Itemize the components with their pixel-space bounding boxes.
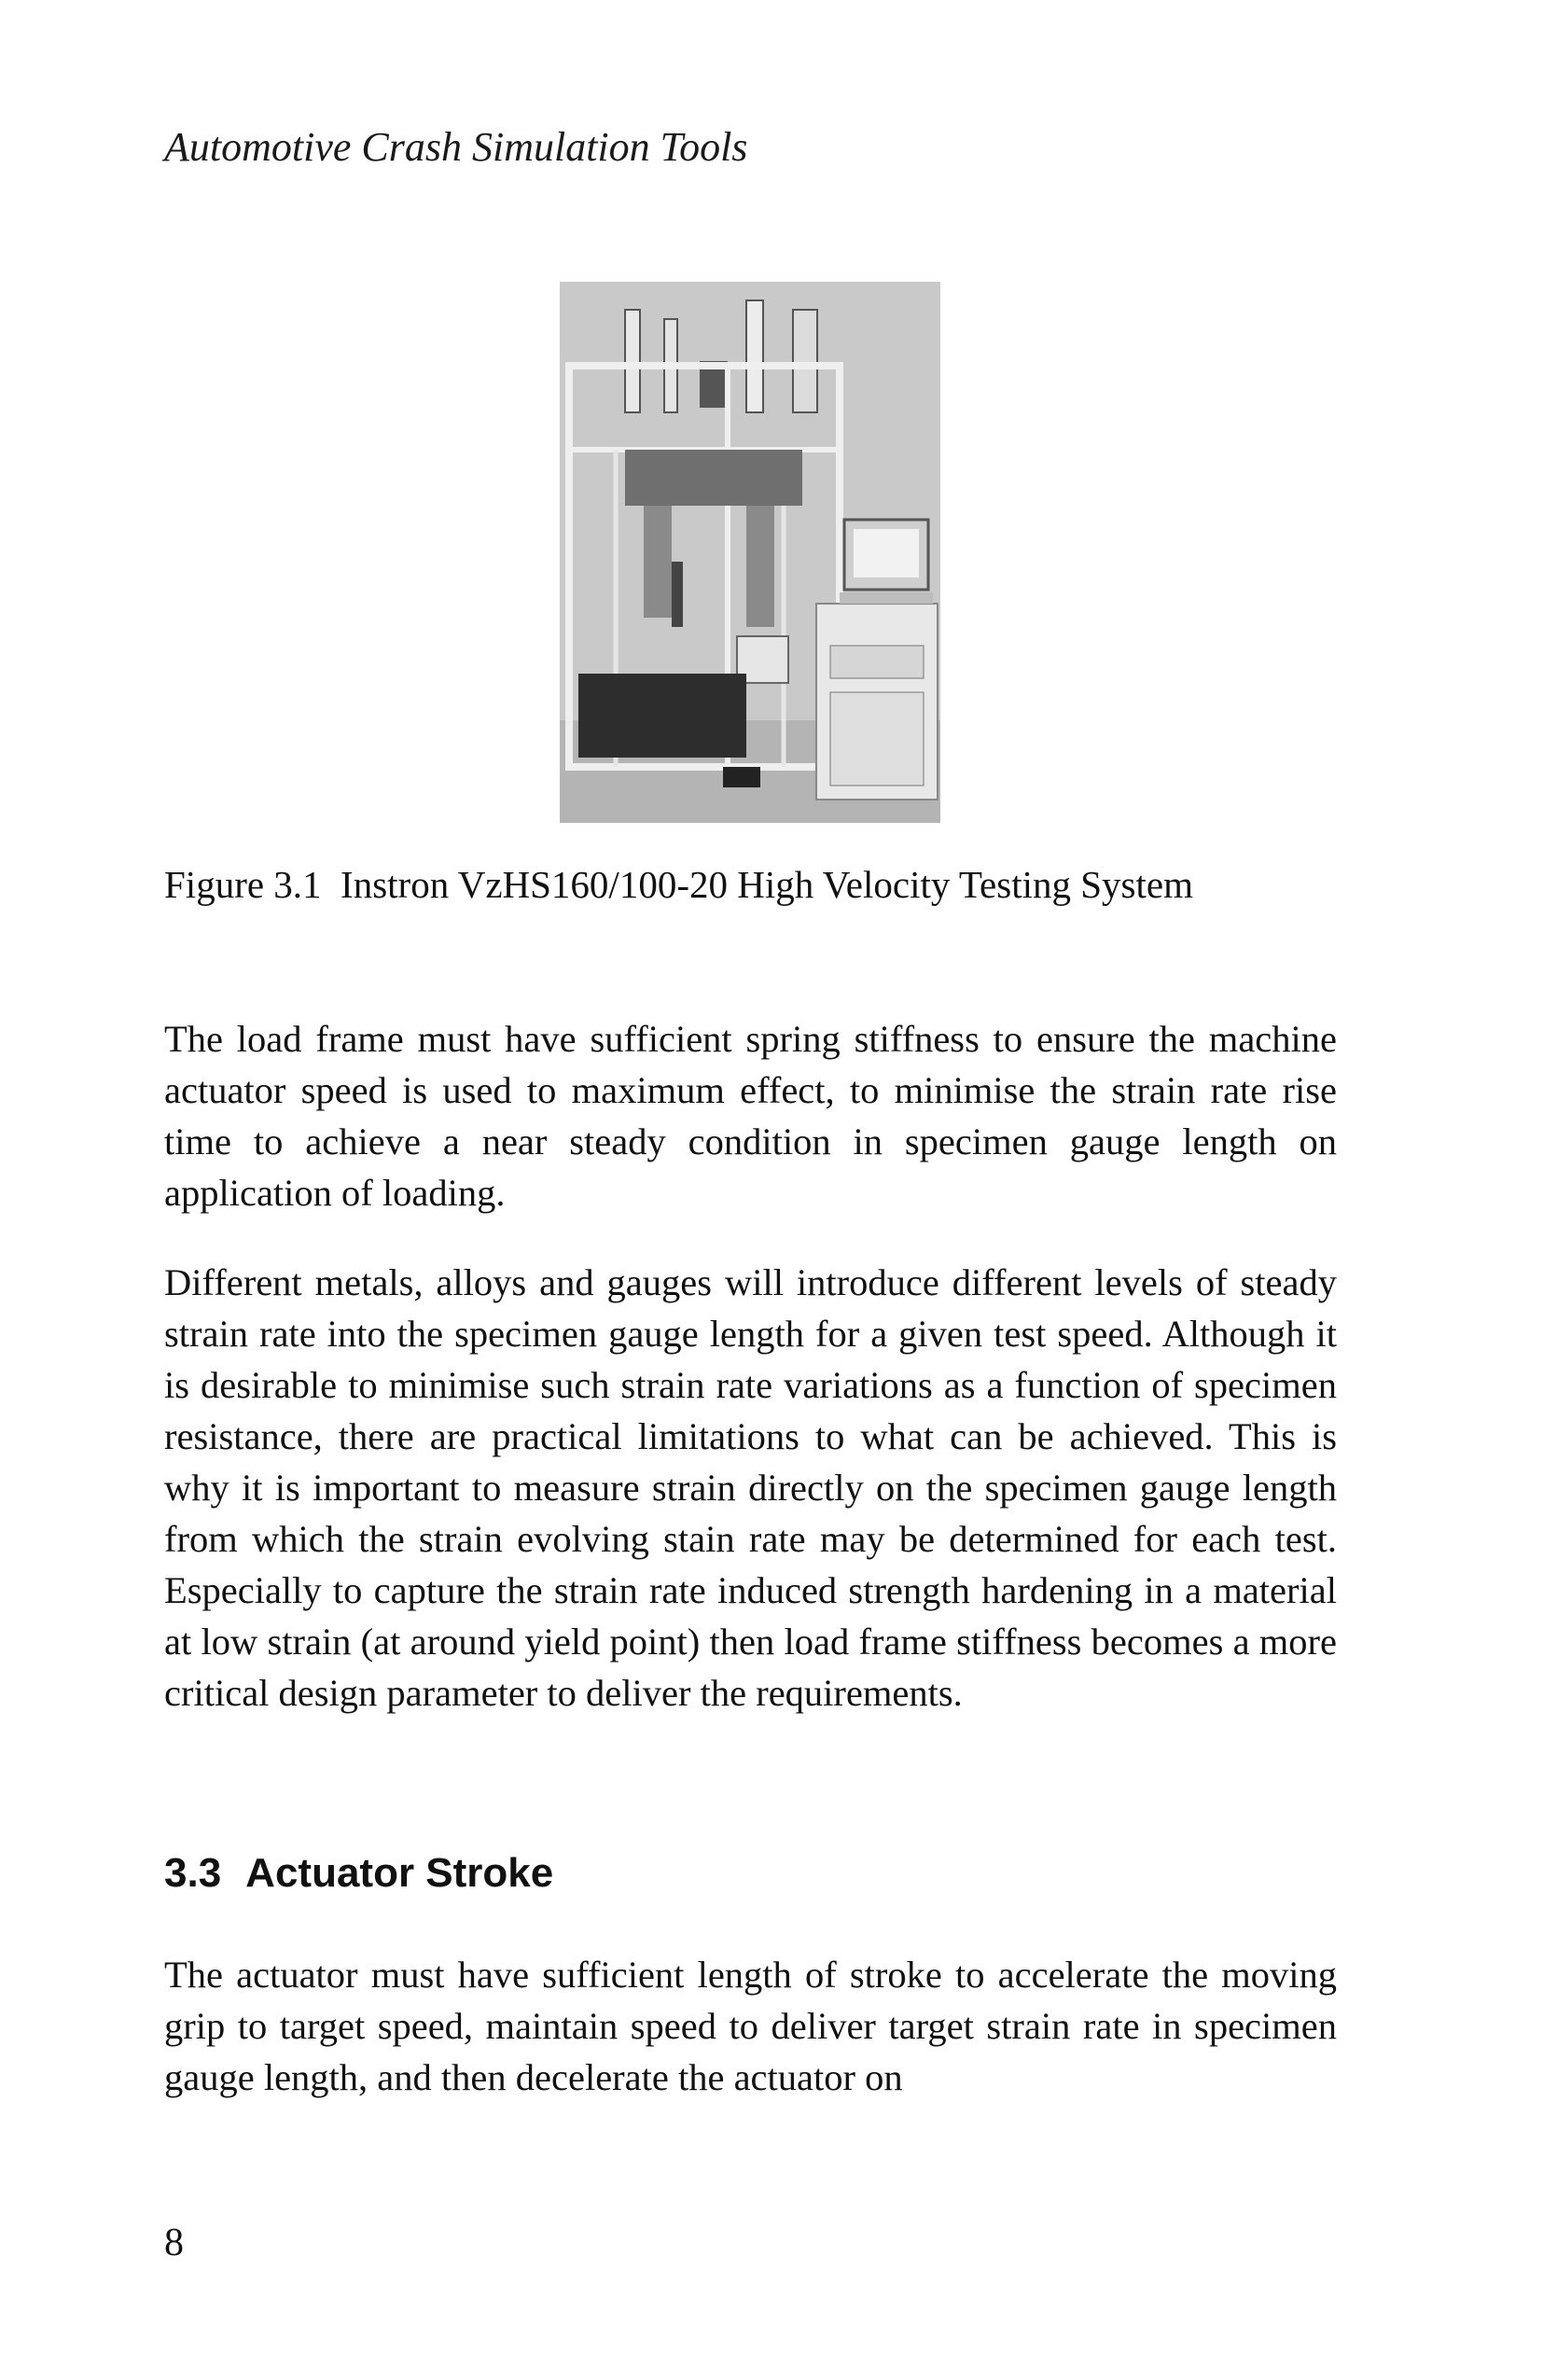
running-head: Automotive Crash Simulation Tools	[164, 124, 748, 170]
figure-caption	[164, 862, 1377, 907]
section-heading	[164, 1850, 553, 1897]
body-paragraph-1: The load frame must have sufficient spring stiffness to ensure the machine actuator speed is used to maximum effect, to minimise the strain rate rise time to achieve a near steady condition in specimen gauge length on application of loading.	[164, 1018, 1337, 1214]
page-number: 8	[164, 2221, 184, 2264]
body-paragraph-2: Different metals, alloys and gauges will introduce different levels of steady strain rate into the specimen gauge length for a given test speed. Although it is desirable to minimise such strain rate variations as a function of specimen resistance, there are practical limitations to what can be achieved. This is why it is important to measure strain directly on the specimen gauge length from which the strain evolving stain rate may be determined for each test. Especially to capture the strain rate induced strength hardening in a material at low strain (at around yield point) then load frame stiffness becomes a more critical design parameter to deliver the requirements.	[164, 1261, 1337, 1714]
section-paragraph: The actuator must have sufficient length of stroke to accelerate the moving grip to target speed, maintain speed to deliver target strain rate in specimen gauge length, and then decelerate the actuator on	[164, 1954, 1337, 2098]
figure-photo-testing-system	[560, 282, 940, 823]
figure-label: Figure 3.1	[164, 863, 322, 906]
figure-caption-text: Instron VzHS160/100-20 High Velocity Testing System	[341, 863, 1193, 906]
section-title: Actuator Stroke	[245, 1850, 554, 1896]
section-number: 3.3	[164, 1850, 222, 1896]
